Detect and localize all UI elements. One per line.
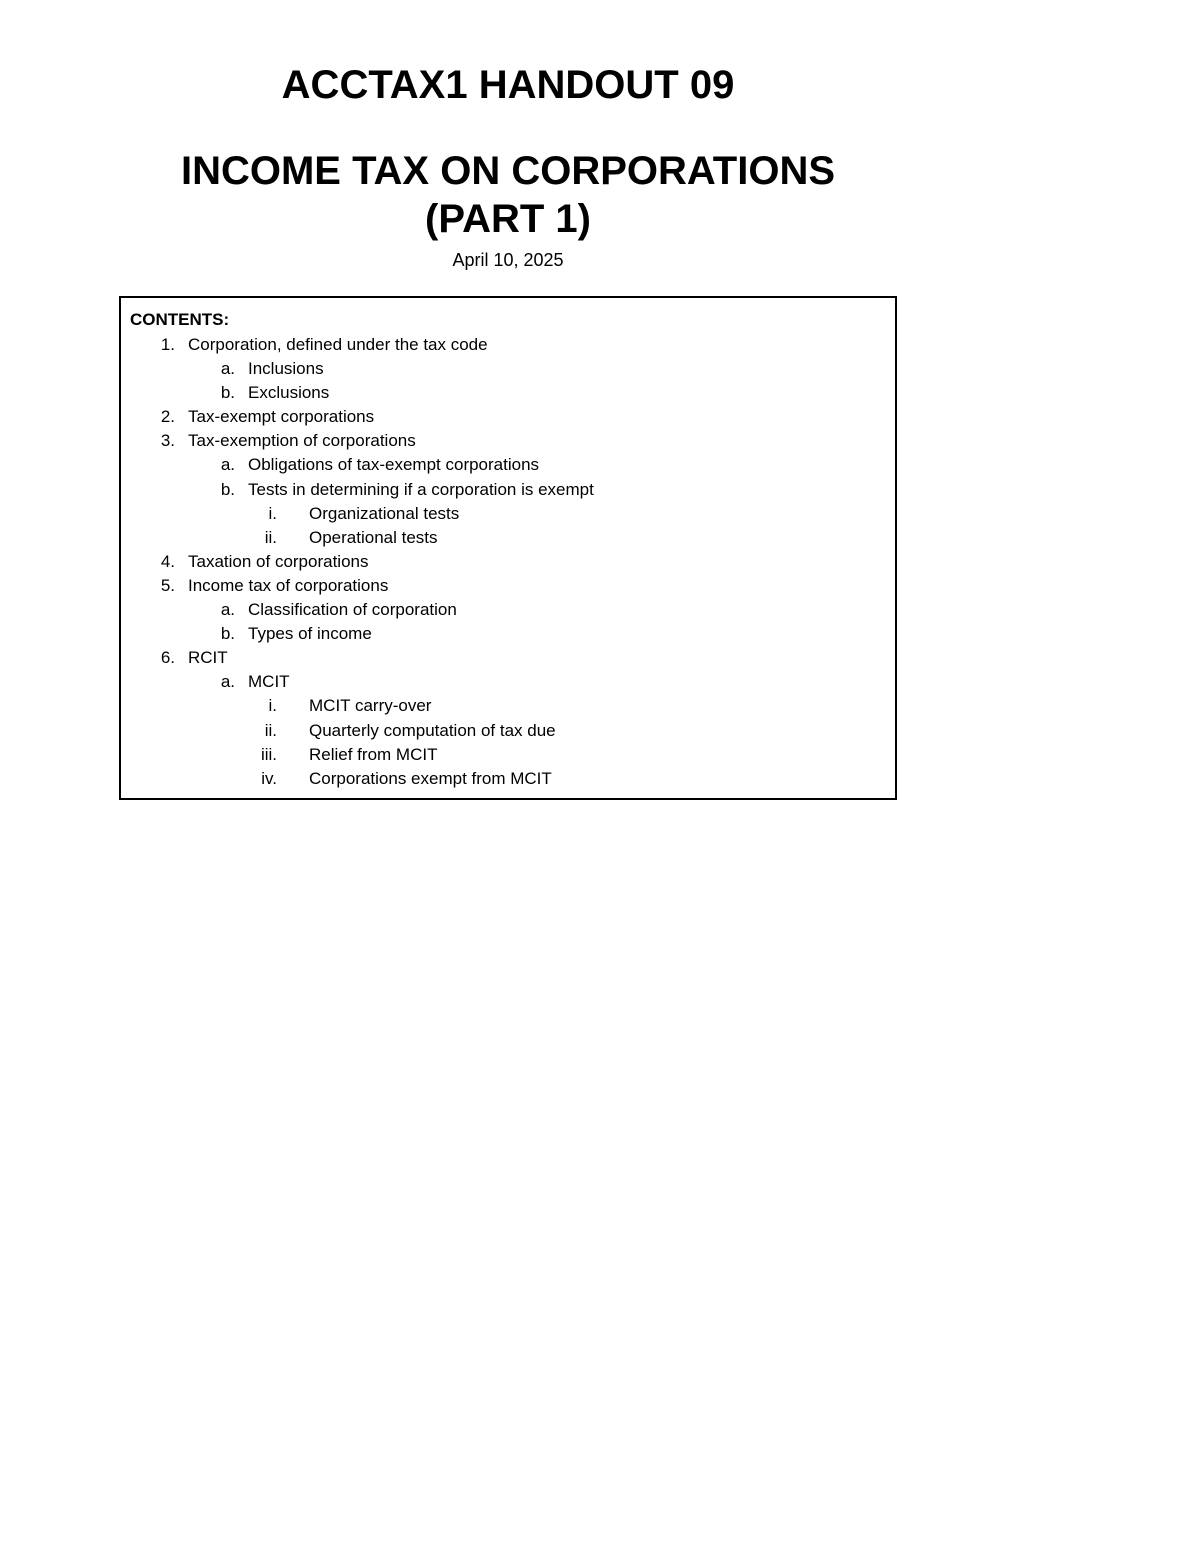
contents-item [121, 623, 895, 647]
document-title-line-2: (PART 1) [425, 197, 591, 241]
item-text: Classification of corporation [248, 600, 457, 620]
item-text: Quarterly computation of tax due [309, 720, 556, 740]
contents-item [121, 334, 895, 358]
contents-item [121, 551, 895, 575]
contents-item [121, 479, 895, 503]
item-text: Operational tests [309, 527, 438, 547]
item-marker: iv. [261, 768, 277, 788]
item-marker: a. [220, 359, 235, 379]
item-marker: 6. [160, 648, 175, 668]
item-text: Inclusions [248, 359, 324, 379]
item-text: Exclusions [248, 383, 330, 403]
contents-item [121, 575, 895, 599]
contents-heading: CONTENTS: [130, 310, 230, 329]
contents-item [121, 358, 895, 382]
item-marker: 4. [160, 551, 175, 571]
item-marker: 1. [160, 335, 175, 354]
item-text: MCIT carry-over [309, 696, 432, 716]
contents-box [119, 296, 897, 800]
contents-item [121, 599, 895, 623]
contents-item [121, 744, 895, 768]
item-text: Relief from MCIT [309, 744, 438, 764]
item-text: Organizational tests [309, 503, 460, 523]
item-text: Income tax of corporations [188, 575, 389, 595]
contents-list [121, 334, 895, 792]
item-marker: 2. [160, 407, 175, 427]
document-title-line-1: INCOME TAX ON CORPORATIONS [180, 149, 836, 193]
item-marker: 3. [160, 431, 175, 451]
item-marker: a. [220, 600, 235, 620]
item-text: Tax-exempt corporations [188, 407, 375, 427]
contents-item [121, 382, 895, 406]
item-text: Tests in determining if a corporation is exempt [248, 479, 594, 499]
contents-item [121, 695, 895, 719]
contents-item [121, 503, 895, 527]
item-text: Corporations exempt from MCIT [309, 768, 552, 788]
contents-item [121, 406, 895, 430]
contents-item [121, 454, 895, 478]
document-title [120, 147, 896, 243]
contents-item [121, 671, 895, 695]
item-text: Types of income [248, 624, 372, 644]
document-date: April 10, 2025 [452, 250, 564, 270]
contents-item [121, 527, 895, 551]
item-marker: i. [268, 696, 277, 716]
item-text: Obligations of tax-exempt corporations [248, 455, 540, 475]
item-marker: iii. [260, 744, 277, 764]
item-text: Taxation of corporations [188, 551, 369, 571]
item-marker: b. [220, 479, 235, 499]
item-marker: ii. [264, 527, 277, 547]
contents-item [121, 720, 895, 744]
item-marker: a. [220, 455, 235, 475]
item-marker: i. [268, 503, 277, 523]
item-marker: b. [220, 624, 235, 644]
contents-item [121, 647, 895, 671]
item-text: RCIT [188, 648, 228, 668]
item-marker: ii. [264, 720, 277, 740]
item-text: Corporation, defined under the tax code [188, 335, 488, 354]
contents-item [121, 768, 895, 792]
item-marker: 5. [160, 575, 175, 595]
item-text: MCIT [248, 672, 290, 692]
handout-title: ACCTAX1 HANDOUT 09 [281, 63, 735, 107]
item-marker: a. [220, 672, 235, 692]
item-text: Tax-exemption of corporations [188, 431, 416, 451]
item-marker: b. [220, 383, 235, 403]
contents-item [121, 430, 895, 454]
